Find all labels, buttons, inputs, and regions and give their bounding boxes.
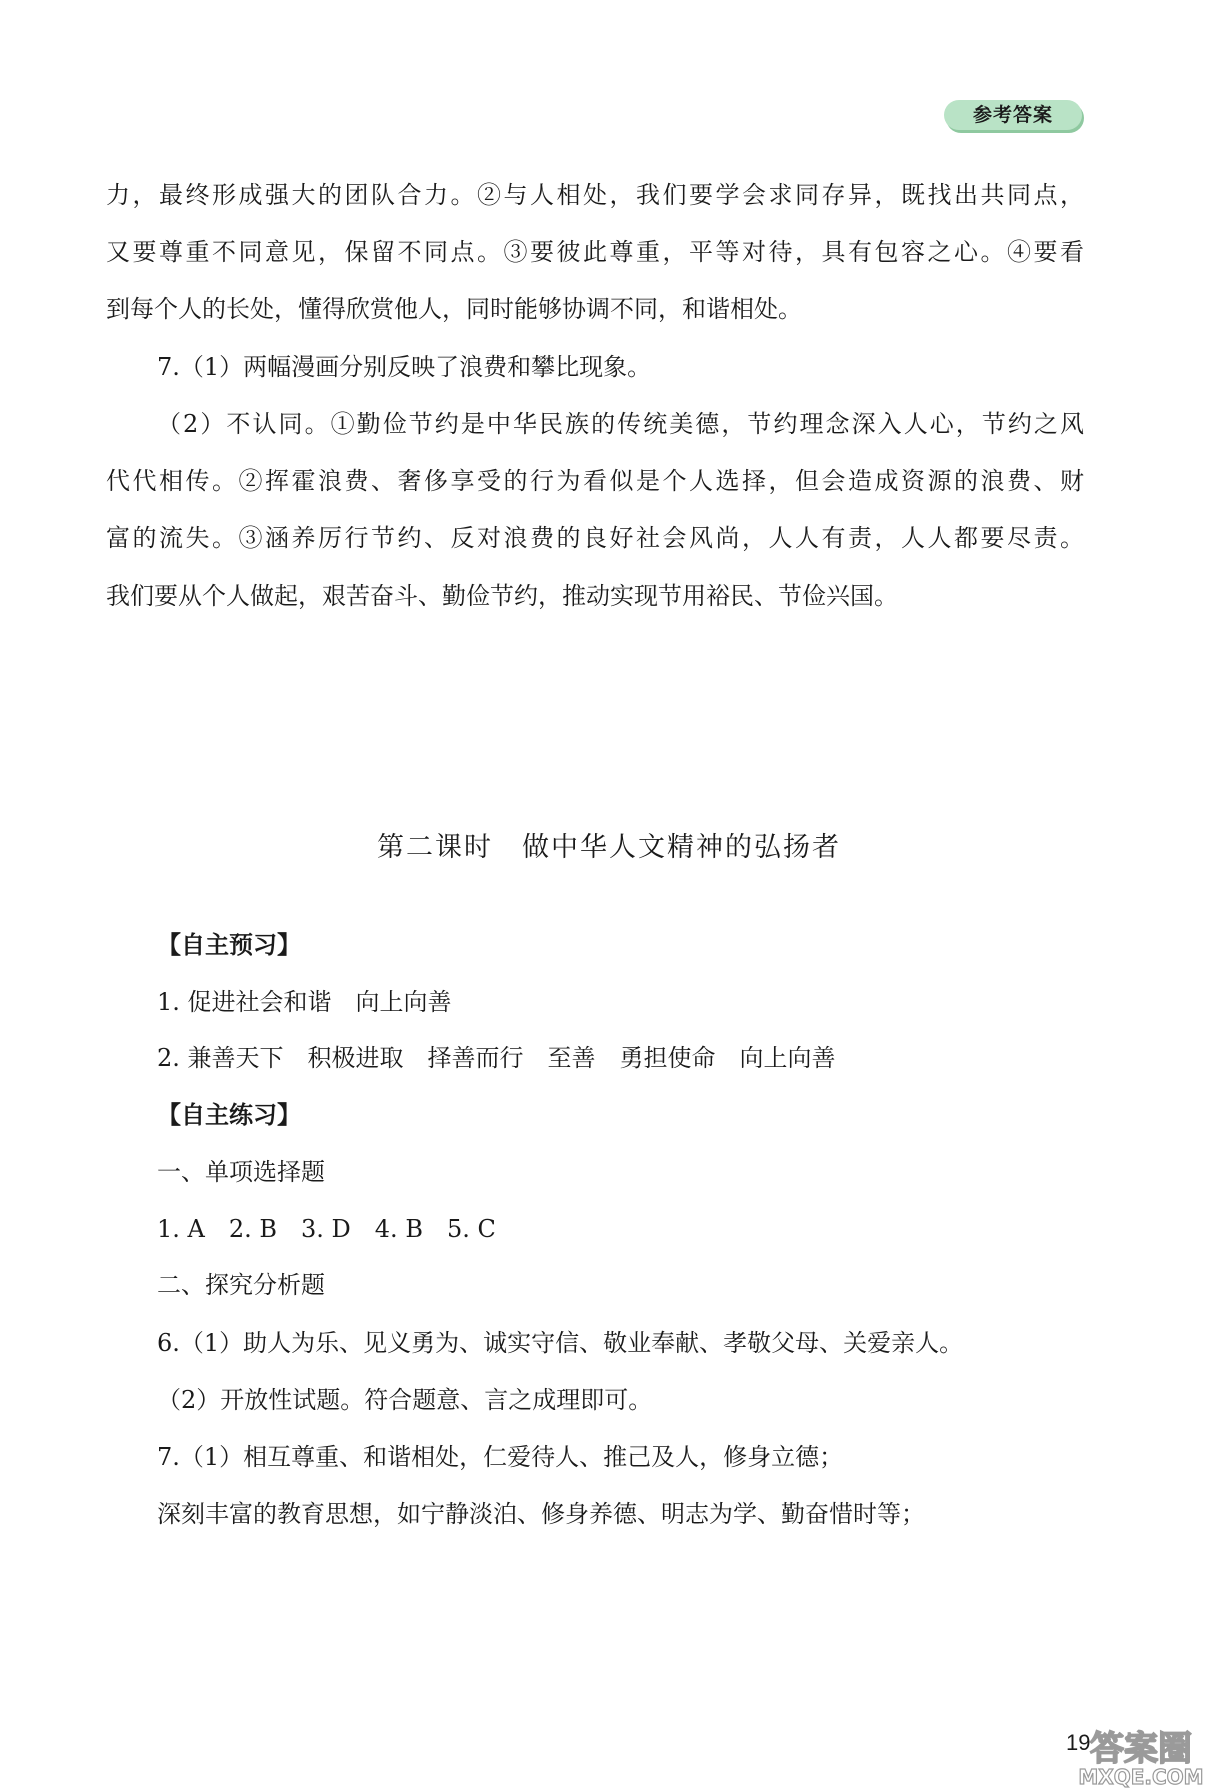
answer-7-2-line: 富的流失。③涵养厉行节约、反对浪费的良好社会风尚，人人有责，人人都要尽责。 (106, 524, 1084, 552)
preview-heading: 【自主预习】 (157, 931, 301, 959)
reference-answer-tag: 参考答案 (944, 100, 1082, 130)
paragraph-line: 力，最终形成强大的团队合力。②与人相处，我们要学会求同存异，既找出共同点， (106, 181, 1084, 209)
section-title: 二、探究分析题 (157, 1271, 325, 1299)
answer-7-continued: 深刻丰富的教育思想，如宁静淡泊、修身养德、明志为学、勤奋惜时等； (157, 1500, 925, 1528)
answer-6-2: （2）开放性试题。符合题意、言之成理即可。 (157, 1386, 653, 1414)
answer-7-1: 7.（1）两幅漫画分别反映了浪费和攀比现象。 (157, 353, 652, 381)
paragraph-line: 到每个人的长处，懂得欣赏他人，同时能够协调不同，和谐相处。 (106, 295, 802, 323)
watermark-logo-icon (1066, 1722, 1216, 1790)
page-number: 19 (1066, 1730, 1091, 1755)
lesson-title: 第二课时 做中华人文精神的弘扬者 (377, 832, 841, 863)
answer-7-1-lesson: 7.（1）相互尊重、和谐相处，仁爱待人、推己及人，修身立德； (157, 1443, 844, 1471)
preview-item: 1. 促进社会和谐 向上向善 (157, 988, 452, 1016)
section-title: 一、单项选择题 (157, 1158, 325, 1186)
paragraph-line: 又要尊重不同意见，保留不同点。③要彼此尊重，平等对待，具有包容之心。④要看 (106, 238, 1084, 266)
practice-heading: 【自主练习】 (157, 1101, 301, 1129)
choice-answers: 1. A 2. B 3. D 4. B 5. C (157, 1215, 496, 1243)
answer-6-1: 6.（1）助人为乐、见义勇为、诚实守信、敬业奉献、孝敬父母、关爱亲人。 (157, 1329, 964, 1357)
answer-7-2-line: 代代相传。②挥霍浪费、奢侈享受的行为看似是个人选择，但会造成资源的浪费、财 (106, 467, 1084, 495)
watermark-text: 答案圈 (1090, 1729, 1192, 1769)
answer-7-2-line: 我们要从个人做起，艰苦奋斗、勤俭节约，推动实现节用裕民、节俭兴国。 (106, 582, 898, 610)
preview-item: 2. 兼善天下 积极进取 择善而行 至善 勇担使命 向上向善 (157, 1044, 836, 1072)
watermark-url: MXQE.COM (1078, 1765, 1204, 1789)
answer-7-2-line: （2）不认同。①勤俭节约是中华民族的传统美德，节约理念深入人心，节约之风 (157, 410, 1084, 438)
